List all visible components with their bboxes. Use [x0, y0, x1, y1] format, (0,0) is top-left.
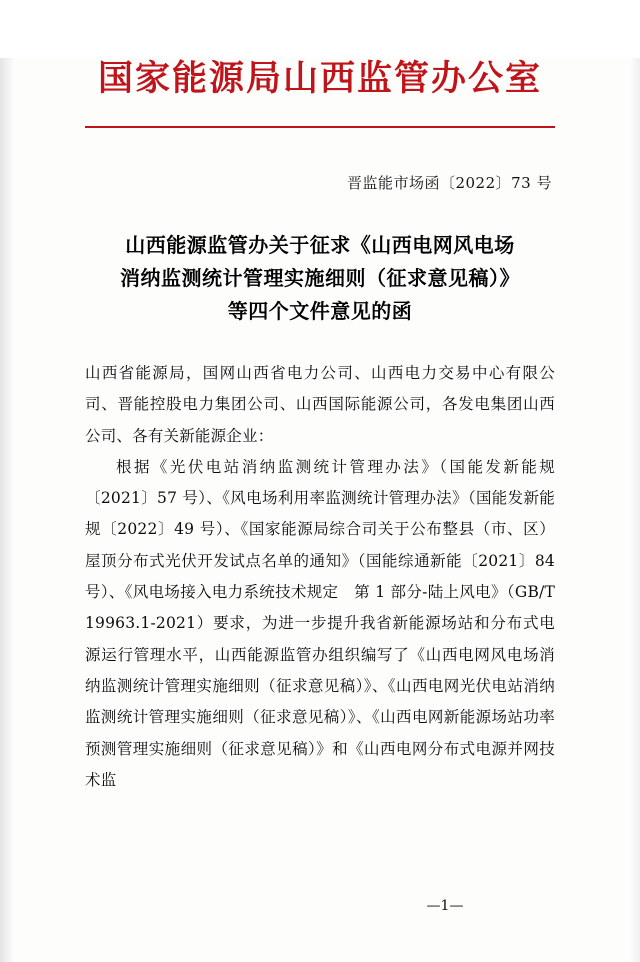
document-title-line: 等四个文件意见的函 — [227, 299, 413, 323]
document-masthead: 国家能源局山西监管办公室 — [97, 58, 542, 99]
page-number: —1— — [426, 898, 464, 914]
document-body — [85, 358, 555, 796]
page-left-shadow — [0, 58, 14, 962]
masthead-divider — [85, 126, 555, 128]
document-title — [85, 229, 555, 328]
document-title-line: 消纳监测统计管理实施细则（征求意见稿）》 — [120, 266, 520, 290]
page-right-shadow — [630, 58, 640, 962]
document-paragraph: 根据《光伏电站消纳监测统计管理办法》（国能发新能规〔2021〕57 号）、《风电场利用率监测统计管理办法》（国能发新能规〔2022〕49 号）、《国家能源局综合司关于公布整县（市、区）屋顶分布式光伏开发试点名单的通知》（国能综通新能〔2021〕84 号）、《风电场接入电力系统技术规定 第 1 部分-陆上风电》（GB/T 19963.1-2021）要求，为进一步提升我省新能源场站和分布式电源运行管理水平，山西能源监管办组织编写了《山西电网风电场消纳监测统计管理实施细则（征求意见稿）》、《山西电网光伏电站消纳监测统计管理实施细则（征求意见稿）》、《山西电网新能源场站功率预测管理实施细则（征求意见稿）》和《山西电网分布式电源并网技术监 — [85, 457, 555, 789]
document-title-line: 山西能源监管办关于征求《山西电网风电场 — [125, 233, 515, 257]
document-paragraph: 山西省能源局，国网山西省电力公司、山西电力交易中心有限公司、晋能控股电力集团公司、山西国际能源公司，各发电集团山西公司、各有关新能源企业： — [85, 364, 555, 445]
document-page — [0, 58, 640, 962]
document-number: 晋监能市场函〔2022〕73 号 — [346, 174, 552, 192]
